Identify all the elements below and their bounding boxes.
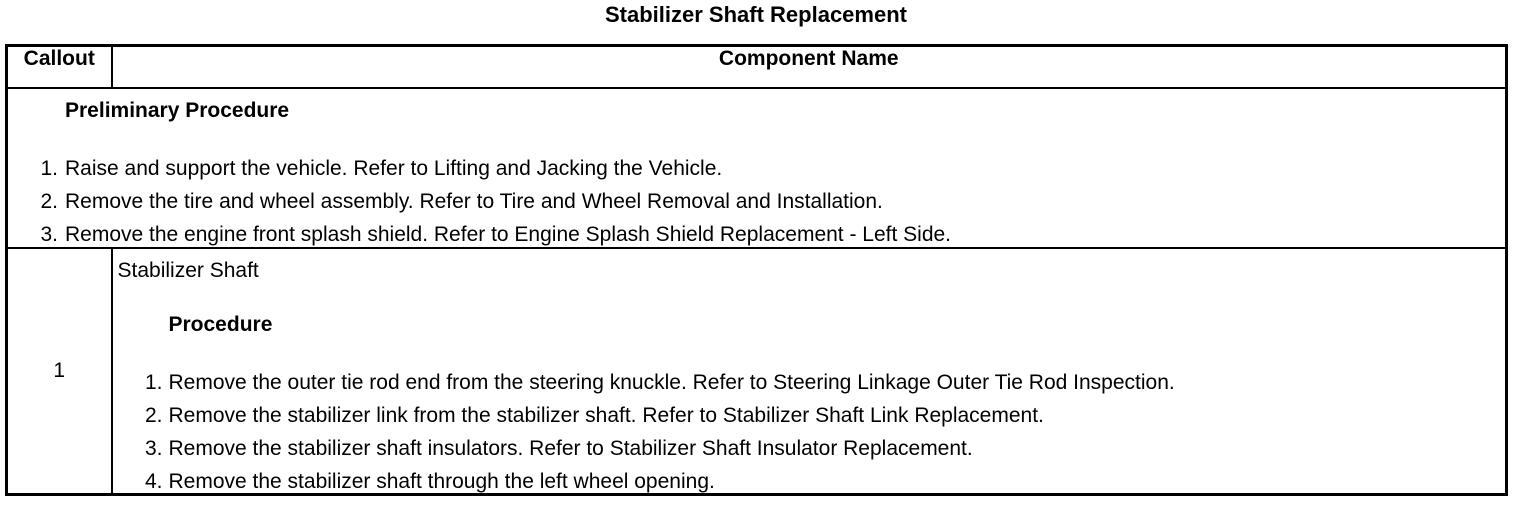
list-item: [8, 152, 951, 185]
step-number: 2.: [40, 190, 58, 213]
step-text: Remove the outer tie rod end from the steering knuckle. Refer to Steering Linkage Outer Tie Rod Inspection.: [168, 371, 1175, 394]
step-text: Remove the tire and wheel assembly. Refer to Tire and Wheel Removal and Installation.: [65, 190, 883, 213]
list-item: [113, 399, 1175, 432]
document-title: Stabilizer Shaft Replacement: [605, 2, 907, 27]
callout-number: 1: [7, 248, 112, 495]
list-item: [113, 366, 1175, 399]
component-cell: [112, 248, 1507, 495]
step-text: Remove the stabilizer shaft through the left wheel opening.: [168, 470, 715, 493]
preliminary-procedure-heading: Preliminary Procedure: [65, 99, 290, 122]
step-text: Remove the stabilizer link from the stabilizer shaft. Refer to Stabilizer Shaft Link Replacement.: [168, 404, 1044, 427]
step-number: 1.: [40, 157, 58, 180]
preliminary-steps-list: [8, 152, 951, 251]
table-row: [7, 248, 1507, 495]
step-text: Raise and support the vehicle. Refer to Lifting and Jacking the Vehicle.: [65, 157, 723, 180]
callout-column-header: Callout: [7, 46, 112, 89]
preliminary-procedure-row: [7, 88, 1507, 248]
list-item: [8, 218, 951, 251]
step-number: 2.: [144, 404, 163, 427]
procedure-table: [5, 44, 1508, 496]
step-number: 3.: [144, 437, 163, 460]
list-item: [113, 432, 1175, 465]
list-item: [8, 185, 951, 218]
step-number: 4.: [144, 470, 163, 493]
procedure-heading: Procedure: [168, 313, 273, 336]
component-name: Stabilizer Shaft: [117, 259, 259, 282]
list-item: [113, 465, 1175, 498]
component-name-column-header: Component Name: [112, 46, 1507, 89]
step-number: 3.: [40, 223, 58, 246]
preliminary-procedure-cell: [7, 88, 1507, 248]
step-text: Remove the engine front splash shield. Refer to Engine Splash Shield Replacement - Left Side.: [65, 223, 952, 246]
procedure-steps-list: [113, 366, 1175, 498]
step-text: Remove the stabilizer shaft insulators. Refer to Stabilizer Shaft Insulator Replacement.: [168, 437, 973, 460]
step-number: 1.: [144, 371, 163, 394]
table-header-row: [7, 46, 1507, 89]
